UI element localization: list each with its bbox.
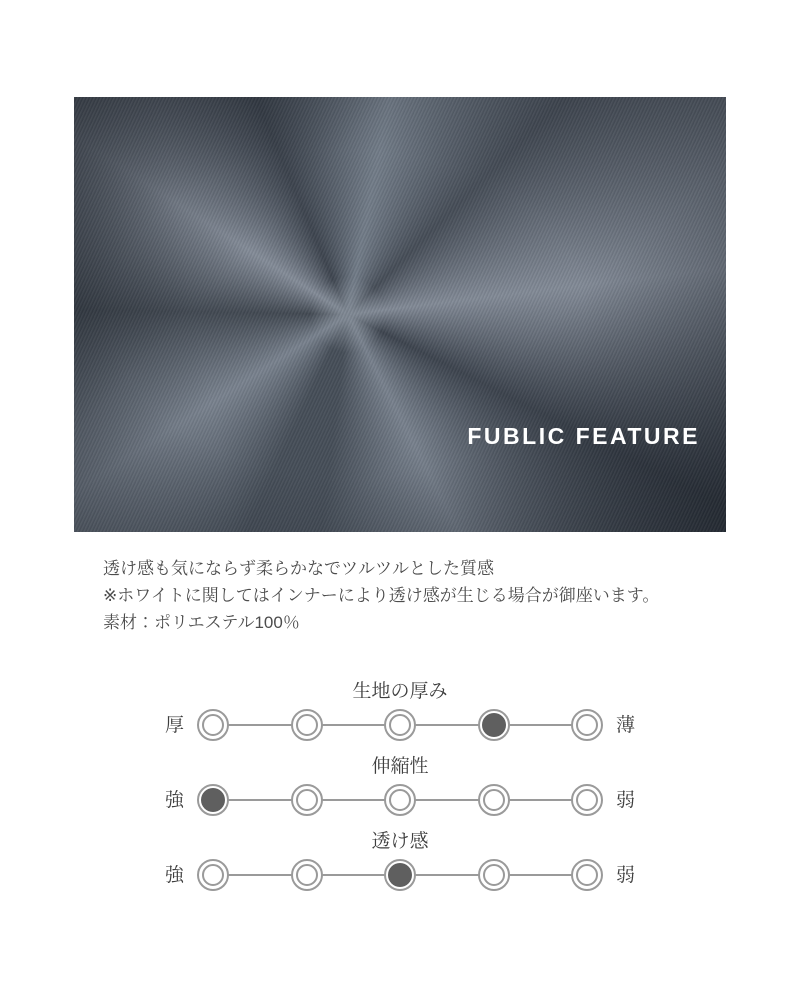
fabric-description [103, 555, 740, 636]
scale-dot-inner [202, 714, 224, 736]
scale-title: 生地の厚み [352, 681, 448, 702]
scale-track [197, 708, 603, 742]
scale-dot [197, 859, 229, 891]
fabric-caption: FUBLIC FEATURE [467, 423, 700, 449]
scale-dot-inner [201, 788, 225, 812]
scale-dot [478, 784, 510, 816]
scale-dot [571, 709, 603, 741]
scale-title: 透け感 [371, 831, 429, 852]
scale-left-label: 厚 [164, 714, 184, 736]
description-line: ※ホワイトに関してはインナーにより透け感が生じる場合が御座います。 [103, 586, 660, 605]
scale-dot-inner [388, 863, 412, 887]
scale-dot-inner [482, 713, 506, 737]
scale-right-label: 薄 [616, 714, 636, 736]
scale-dot-inner [576, 789, 598, 811]
scale-row [0, 708, 800, 742]
scale-row [0, 783, 800, 817]
scale-dot-inner [202, 864, 224, 886]
scale-dot-inner [483, 864, 505, 886]
scale-dot [384, 709, 416, 741]
scale-dot-selected [384, 859, 416, 891]
scale-dot-inner [296, 789, 318, 811]
scale-dot-inner [296, 864, 318, 886]
scale-track [197, 783, 603, 817]
scale-dot [291, 784, 323, 816]
scale-dot-inner [576, 714, 598, 736]
scale-dot [291, 859, 323, 891]
scale-track [197, 858, 603, 892]
fabric-rating-scales [0, 679, 800, 892]
scale-dot-selected [478, 709, 510, 741]
scale-dot-inner [389, 714, 411, 736]
scale-right-label: 弱 [616, 789, 636, 811]
description-line: 素材：ポリエステル100％ [103, 613, 300, 632]
scale-dot [384, 784, 416, 816]
scale-dot-inner [389, 789, 411, 811]
scale-dot [571, 859, 603, 891]
scale-dot-inner [576, 864, 598, 886]
rating-scale [0, 829, 800, 892]
scale-dot [197, 709, 229, 741]
scale-right-label: 弱 [616, 864, 636, 886]
scale-dot [571, 784, 603, 816]
scale-left-label: 強 [164, 864, 184, 886]
scale-dot-selected [197, 784, 229, 816]
scale-left-label: 強 [164, 789, 184, 811]
scale-title: 伸縮性 [371, 756, 429, 777]
description-line: 透け感も気にならず柔らかなでツルツルとした質感 [103, 559, 494, 578]
scale-dot [478, 859, 510, 891]
fabric-photo [74, 97, 726, 532]
scale-dot [291, 709, 323, 741]
rating-scale [0, 754, 800, 817]
rating-scale [0, 679, 800, 742]
scale-dot-inner [483, 789, 505, 811]
scale-row [0, 858, 800, 892]
scale-dot-inner [296, 714, 318, 736]
